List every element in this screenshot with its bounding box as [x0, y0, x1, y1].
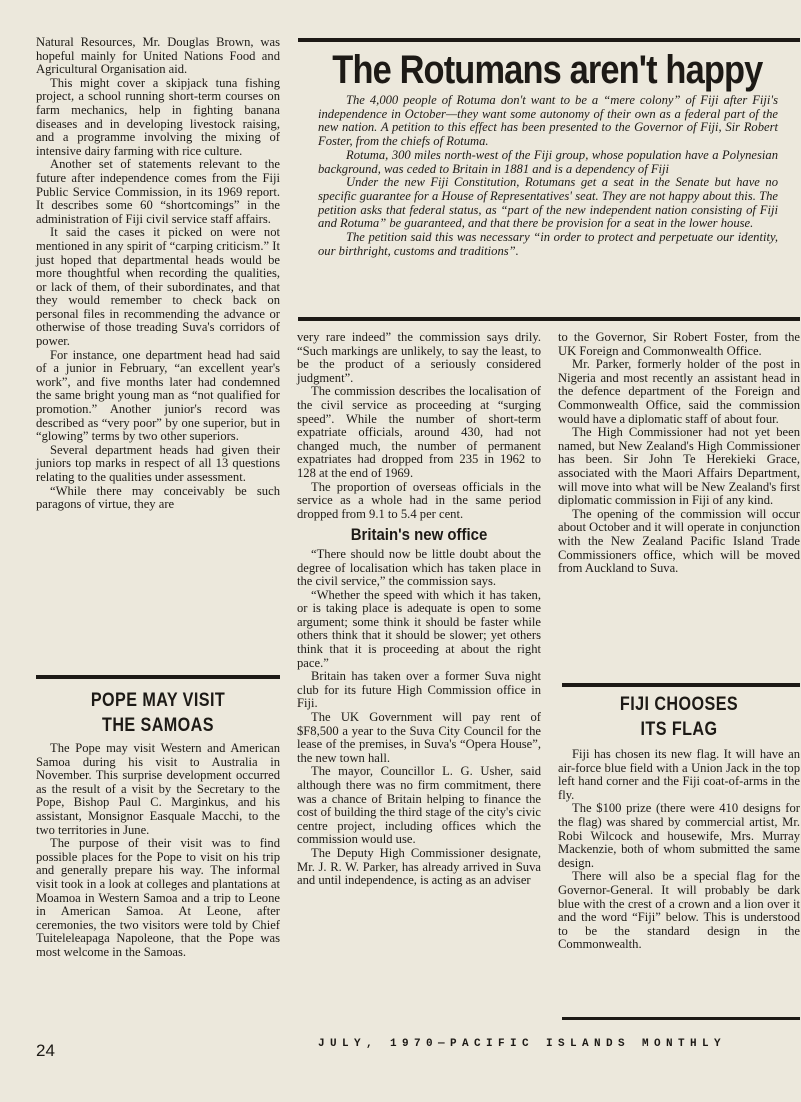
- flag-bottom-rule: [562, 1017, 800, 1020]
- article-paragraph: Mr. Parker, formerly holder of the post in Nigeria and most recently an assistant head in the defence department of the Foreign and Commonwealth Office, said the commission would have a diplomatic staff of about four.: [558, 357, 800, 426]
- column-right: [558, 331, 800, 576]
- feature-body: [318, 94, 778, 258]
- feature-box: [298, 38, 800, 320]
- feature-paragraph: The petition said this was necessary “in order to protect and perpetuate our identity, our birthright, customs and traditions”.: [318, 230, 778, 258]
- article-paragraph: “Whether the speed with which it has taken, or is taking place is adequate is open to some argument; some think it should be faster while others think that it should be slower; yet others think that it is proceeding at about the right pace.”: [297, 587, 541, 670]
- feature-paragraph: The 4,000 people of Rotuma don't want to be a “mere colony” of Fiji after Fiji's independence in October—they want some autonomy of their own as a federal part of the new nation. A petition to this effect has been presented to the Governor of Fiji, Sir Robert Foster, from the chiefs of Rotuma.: [318, 93, 778, 149]
- section-heading: Britain's new office: [350, 525, 488, 545]
- flag-article: [558, 692, 800, 952]
- feature-paragraph: Under the new Fiji Constitution, Rotumans get a seat in the Senate but have no specific guarantee for a House of Representatives' seat. They are not happy about this. The petition asks that federal status, as “part of the new independent nation consisting of Fiji and Rotuma” be guaranteed, and that there be provision for a seat in the lower house.: [318, 175, 778, 231]
- article-paragraph: The UK Government will pay rent of $F8,500 a year to the Suva City Council for the lease of the premises, in Suva's “Opera House”, the new town hall.: [297, 710, 541, 765]
- feature-bottom-rule: [298, 317, 800, 321]
- feature-paragraph: Rotuma, 300 miles north-west of the Fiji group, whose population have a Polynesian background, was ceded to Britain in 1881 and is a dependency of Fiji: [318, 147, 778, 176]
- flag-headline-line2: ITS FLAG: [640, 719, 718, 740]
- article-paragraph: For instance, one department head had said of a junior in February, “an excellent year's work”, and five months later had condemned the same bright young man as “not qualified for promotion.” Another junior's record was described as “very poor” by one superior, but in “glowing” terms by two other superiors.: [36, 347, 280, 444]
- article-paragraph: Fiji has chosen its new flag. It will have an air-force blue field with a Union Jack in the top left hand corner and the Fiji coat-of-arms in the fly.: [558, 747, 800, 802]
- article-paragraph: The opening of the commission will occur about October and it will operate in conjunction with the New Zealand Pacific Island Trade Commissioners office, which will be moved from Auckland to Suva.: [558, 506, 800, 576]
- article-paragraph: This might cover a skipjack tuna fishing project, a school running short-term courses on farm mechanics, help in fighting banana diseases and in developing livestock raising, and a programme involving the mixing of intensive dairy farming with rice culture.: [36, 75, 280, 158]
- article-paragraph: Natural Resources, Mr. Douglas Brown, was hopeful mainly for United Nations Food and Agricultural Organisation aid.: [36, 35, 280, 77]
- flag-headline-line1: FIJI CHOOSES: [619, 694, 739, 715]
- article-paragraph: It said the cases it picked on were not mentioned in any spirit of “carping criticism.” It just hoped that departmental heads would be more thoughtful when recording the qualities, or lack of them, of their subordinates, and that they would remember to check back on personal files in recommending the advance or otherwise of those treading Suva's corridors of power.: [36, 225, 280, 349]
- article-paragraph: to the Governor, Sir Robert Foster, from the UK Foreign and Commonwealth Office.: [558, 330, 800, 358]
- article-paragraph: The High Commissioner had not yet been named, but New Zealand's High Commissioner has been. Sir John Te Herekieki Grace, associated with the Maori Affairs Department, will move into what will be New Zealand's first diplomatic commission in Fiji of any kind.: [558, 425, 800, 508]
- article-paragraph: Several department heads had given their juniors top marks in respect of all 13 questions relating to the qualities under assessment.: [36, 442, 280, 484]
- article-paragraph: The Deputy High Commissioner designate, Mr. J. R. W. Parker, has already arrived in Suva and until independence, is acting as an adviser: [297, 845, 541, 888]
- flag-top-rule: [562, 683, 800, 687]
- article-paragraph: “While there may conceivably be such paragons of virtue, they are: [36, 483, 280, 512]
- article-paragraph: Britain has taken over a former Suva night club for its future High Commission office in Fiji.: [297, 669, 541, 711]
- pope-headline-line1: POPE MAY VISIT: [90, 690, 226, 711]
- article-paragraph: The purpose of their visit was to find possible places for the Pope to visit on his trip and generally prepare his way. The informal visit took in a look at colleges and plantations at Moamoa in Western Samoa and a trip to Leone in American Samoa. At Leone, after ceremonies, the two visitors were told by Chief Tuiteleleapaga Napoleone, that the Pope was most welcome in the Samoas.: [36, 836, 280, 959]
- column-middle: [297, 331, 541, 888]
- article-paragraph: Another set of statements relevant to the future after independence comes from the Fiji Public Service Commission, in its 1969 report. It describes some 60 “shortcomings” in the administration of Fiji civil service staff affairs.: [36, 157, 280, 226]
- magazine-footer: JULY, 1970—PACIFIC ISLANDS MONTHLY: [318, 1038, 727, 1050]
- article-paragraph: The mayor, Councillor L. G. Usher, said although there was no firm commitment, there was a chance of Britain helping to finance the cost of building the third stage of the city's civic centre project, including offices which the commission would use.: [297, 764, 541, 847]
- article-paragraph: There will also be a special flag for the Governor-General. It will probably be dark blue with the crest of a crown and a lion over it and the word “Fiji” below. This is understood to be the standard design in the Commonwealth.: [558, 869, 800, 952]
- pope-headline-line2: THE SAMOAS: [102, 715, 214, 736]
- article-paragraph: “There should now be little doubt about the degree of localisation which has taken place in the civil service,” the commission says.: [297, 546, 541, 589]
- column-left: [36, 36, 280, 512]
- article-paragraph: very rare indeed” the commission says drily. “Such markings are unlikely, to say the least, to be the product of a seriously considered judgment”.: [297, 330, 541, 385]
- page-number: 24: [36, 1041, 55, 1060]
- article-paragraph: The Pope may visit Western and American Samoa during his visit to Australia in November. This surprise development occurred as the result of a visit by the Secretary to the Pope, Bishop Paul C. Marginkus, and his assistant, Monsignor Easquale Macchi, to the two territories in June.: [36, 741, 280, 837]
- pope-top-rule: [36, 675, 280, 679]
- article-paragraph: The $100 prize (there were 410 designs for the flag) was shared by commercial artist, Mr. Robi Wilcock and housewife, Mrs. Murray Mackenzie, both of whom submitted the same design.: [558, 801, 800, 870]
- feature-title: The Rotumans aren't happy: [332, 48, 763, 92]
- pope-article: [36, 688, 280, 960]
- article-paragraph: The proportion of overseas officials in the service as a whole had in the same period dropped from 9.1 to 5.4 per cent.: [297, 479, 541, 521]
- article-paragraph: The commission describes the localisation of the civil service as proceeding at “surging speed”. While the number of short-term expatriate officials, around 430, had not changed much, the number of permanent expatriates had dropped from 235 in 1962 to 128 at the end of 1969.: [297, 384, 541, 480]
